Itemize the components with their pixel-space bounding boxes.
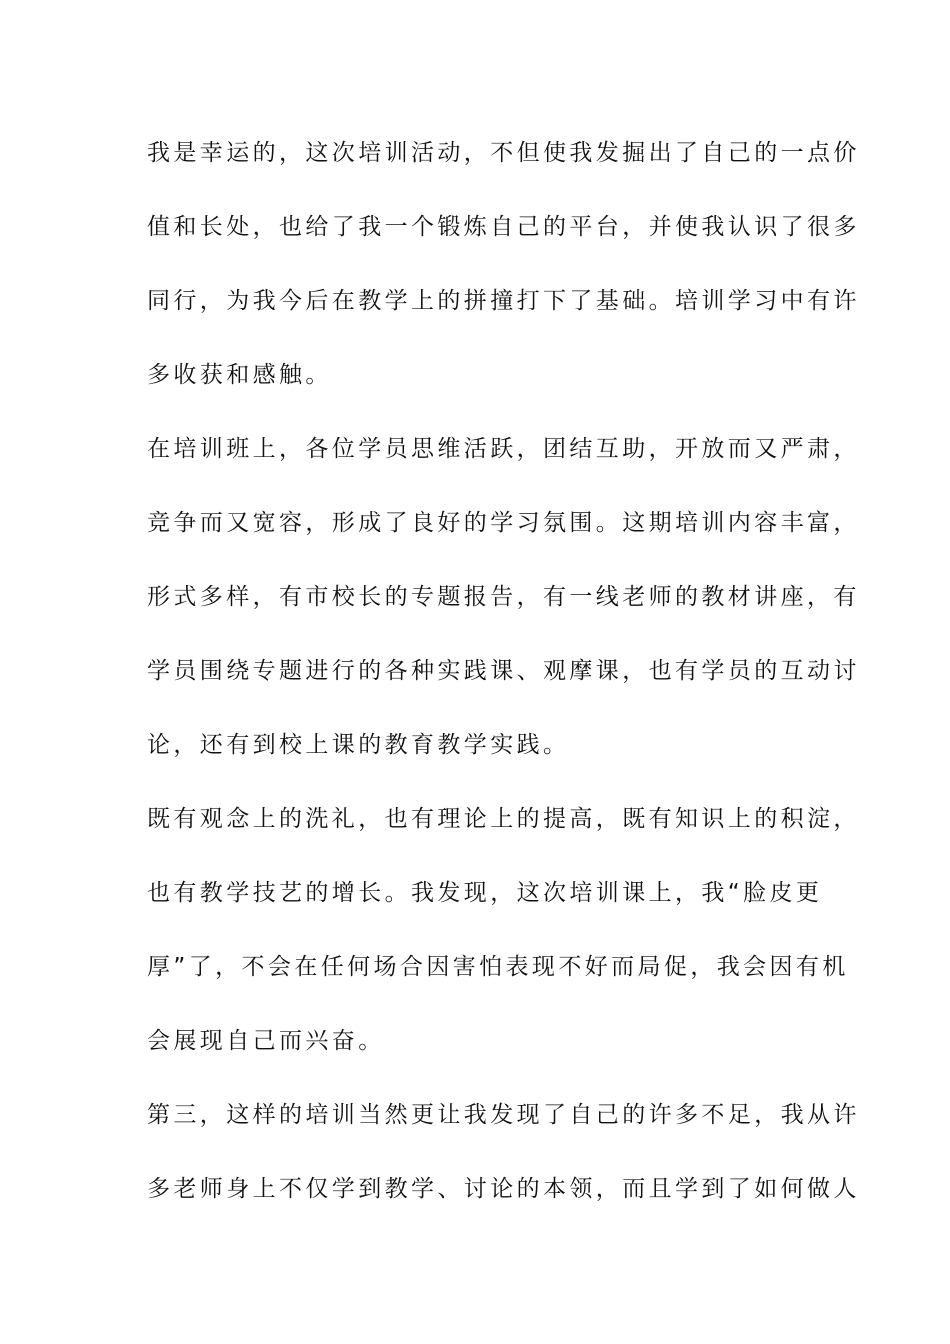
text-line: 形式多样，有市校长的专题报告，有一线老师的教材讲座，有 — [147, 584, 860, 610]
text-line: 我是幸运的，这次培训活动，不但使我发掘出了自己的一点价 — [147, 140, 860, 166]
text-line: 既有观念上的洗礼，也有理论上的提高，既有知识上的积淀， — [147, 806, 860, 832]
text-line: 多收获和感触。 — [147, 362, 332, 388]
text-line: 学员围绕专题进行的各种实践课、观摩课，也有学员的互动讨 — [147, 658, 860, 684]
text-line: 论，还有到校上课的教育教学实践。 — [147, 732, 570, 758]
text-line: 同行，为我今后在教学上的拼撞打下了基础。培训学习中有许 — [147, 288, 860, 314]
text-line: 在培训班上，各位学员思维活跃，团结互助，开放而又严肃， — [147, 436, 860, 462]
text-line: 竞争而又宽容，形成了良好的学习氛围。这期培训内容丰富， — [147, 510, 860, 536]
text-line: 多老师身上不仅学到教学、讨论的本领，而且学到了如何做人 — [147, 1176, 860, 1202]
text-line: 会展现自己而兴奋。 — [147, 1028, 385, 1054]
text-line: 厚”了，不会在任何场合因害怕表现不好而局促，我会因有机 — [147, 954, 849, 980]
text-line: 第三，这样的培训当然更让我发现了自己的许多不足，我从许 — [147, 1102, 860, 1128]
text-line: 值和长处，也给了我一个锻炼自己的平台，并使我认识了很多 — [147, 214, 860, 240]
text-line: 也有教学技艺的增长。我发现，这次培训课上，我“脸皮更 — [147, 880, 823, 906]
